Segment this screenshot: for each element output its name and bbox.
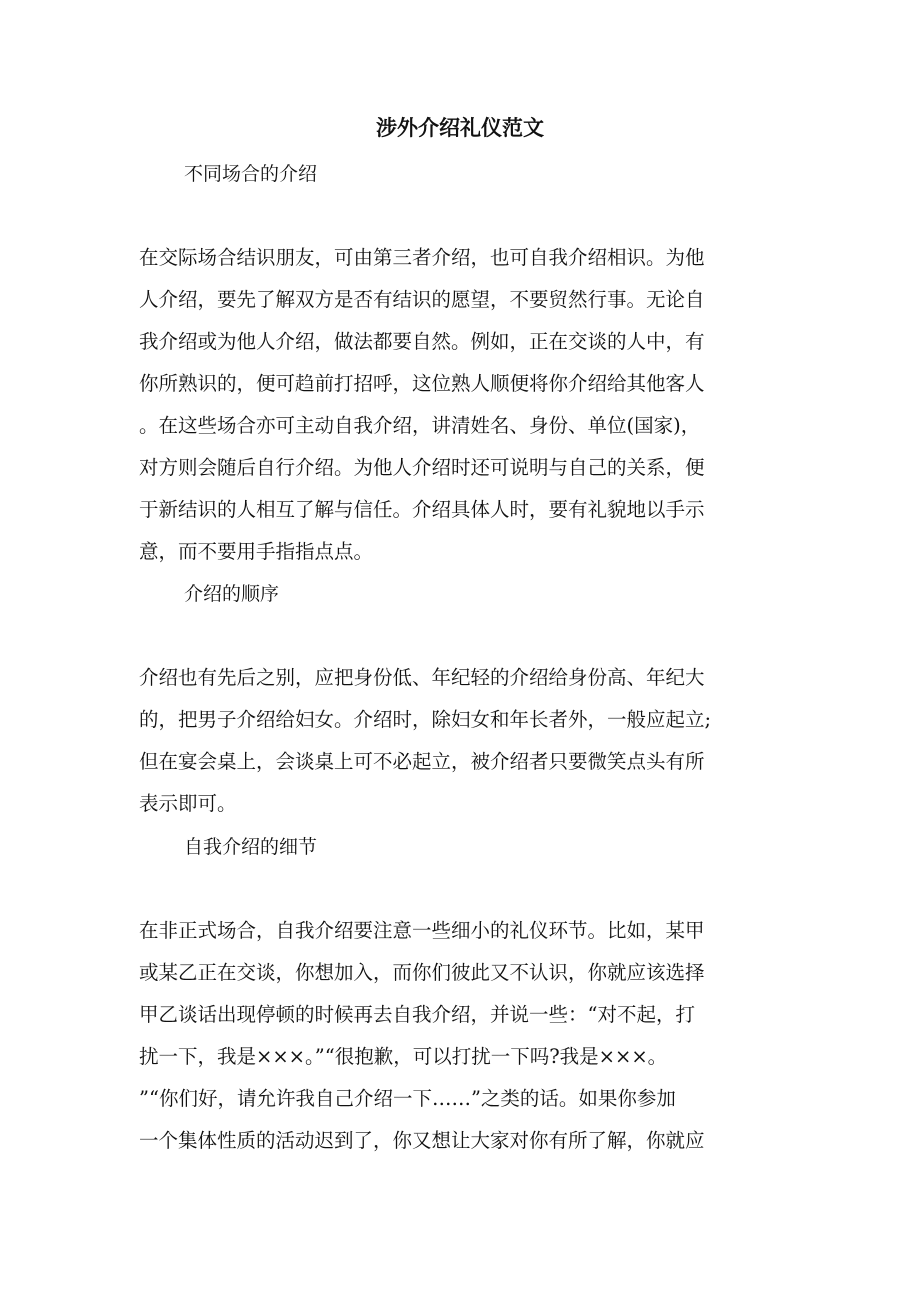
paragraph-line: 你所熟识的，便可趋前打招呼，这位熟人顺便将你介绍给其他客人: [139, 372, 705, 395]
paragraph-different-occasions: [139, 237, 784, 573]
paragraph-line: 对方则会随后自行介绍。为他人介绍时还可说明与自己的关系，便: [139, 456, 705, 479]
paragraph-line: 介绍也有先后之别，应把身份低、年纪轻的介绍给身份高、年纪大: [139, 666, 705, 689]
section-heading-self-introduction-details: 自我介绍的细节: [184, 836, 318, 858]
paragraph-line: 或某乙正在交谈，你想加入，而你们彼此又不认识，你就应该选择: [139, 961, 705, 984]
paragraph-introduction-order: [139, 657, 784, 825]
paragraph-line: 。在这些场合亦可主动自我介绍，讲清姓名、身份、单位(国家)，: [139, 414, 701, 437]
paragraph-line: 一个集体性质的活动迟到了，你又想让大家对你有所了解，你就应: [139, 1129, 705, 1152]
paragraph-line: ”“你们好，请允许我自己介绍一下……”之类的话。如果你参加: [139, 1087, 676, 1110]
paragraph-line: 的，把男子介绍给妇女。介绍时，除妇女和年长者外，一般应起立;: [139, 708, 712, 731]
paragraph-line: 于新结识的人相互了解与信任。介绍具体人时，要有礼貌地以手示: [139, 498, 705, 521]
section-heading-introduction-order: 介绍的顺序: [184, 583, 280, 605]
paragraph-line: 人介绍，要先了解双方是否有结识的愿望，不要贸然行事。无论自: [139, 288, 705, 311]
paragraph-line: 甲乙谈话出现停顿的时候再去自我介绍，并说一些：“对不起，打: [139, 1003, 695, 1026]
paragraph-line: 但在宴会桌上，会谈桌上可不必起立，被介绍者只要微笑点头有所: [139, 750, 705, 773]
paragraph-line: 扰一下，我是×××。”“很抱歉，可以打扰一下吗?我是×××。: [139, 1045, 668, 1068]
paragraph-self-introduction-details: [139, 910, 784, 1162]
paragraph-line: 在非正式场合，自我介绍要注意一些细小的礼仪环节。比如，某甲: [139, 919, 705, 942]
paragraph-line: 意，而不要用手指指点点。: [139, 540, 374, 563]
paragraph-line: 在交际场合结识朋友，可由第三者介绍，也可自我介绍相识。为他: [139, 246, 705, 269]
paragraph-line: 我介绍或为他人介绍，做法都要自然。例如，正在交谈的人中，有: [139, 330, 705, 353]
section-heading-different-occasions: 不同场合的介绍: [184, 163, 318, 185]
document-title: 涉外介绍礼仪范文: [376, 115, 544, 140]
paragraph-line: 表示即可。: [139, 792, 237, 815]
